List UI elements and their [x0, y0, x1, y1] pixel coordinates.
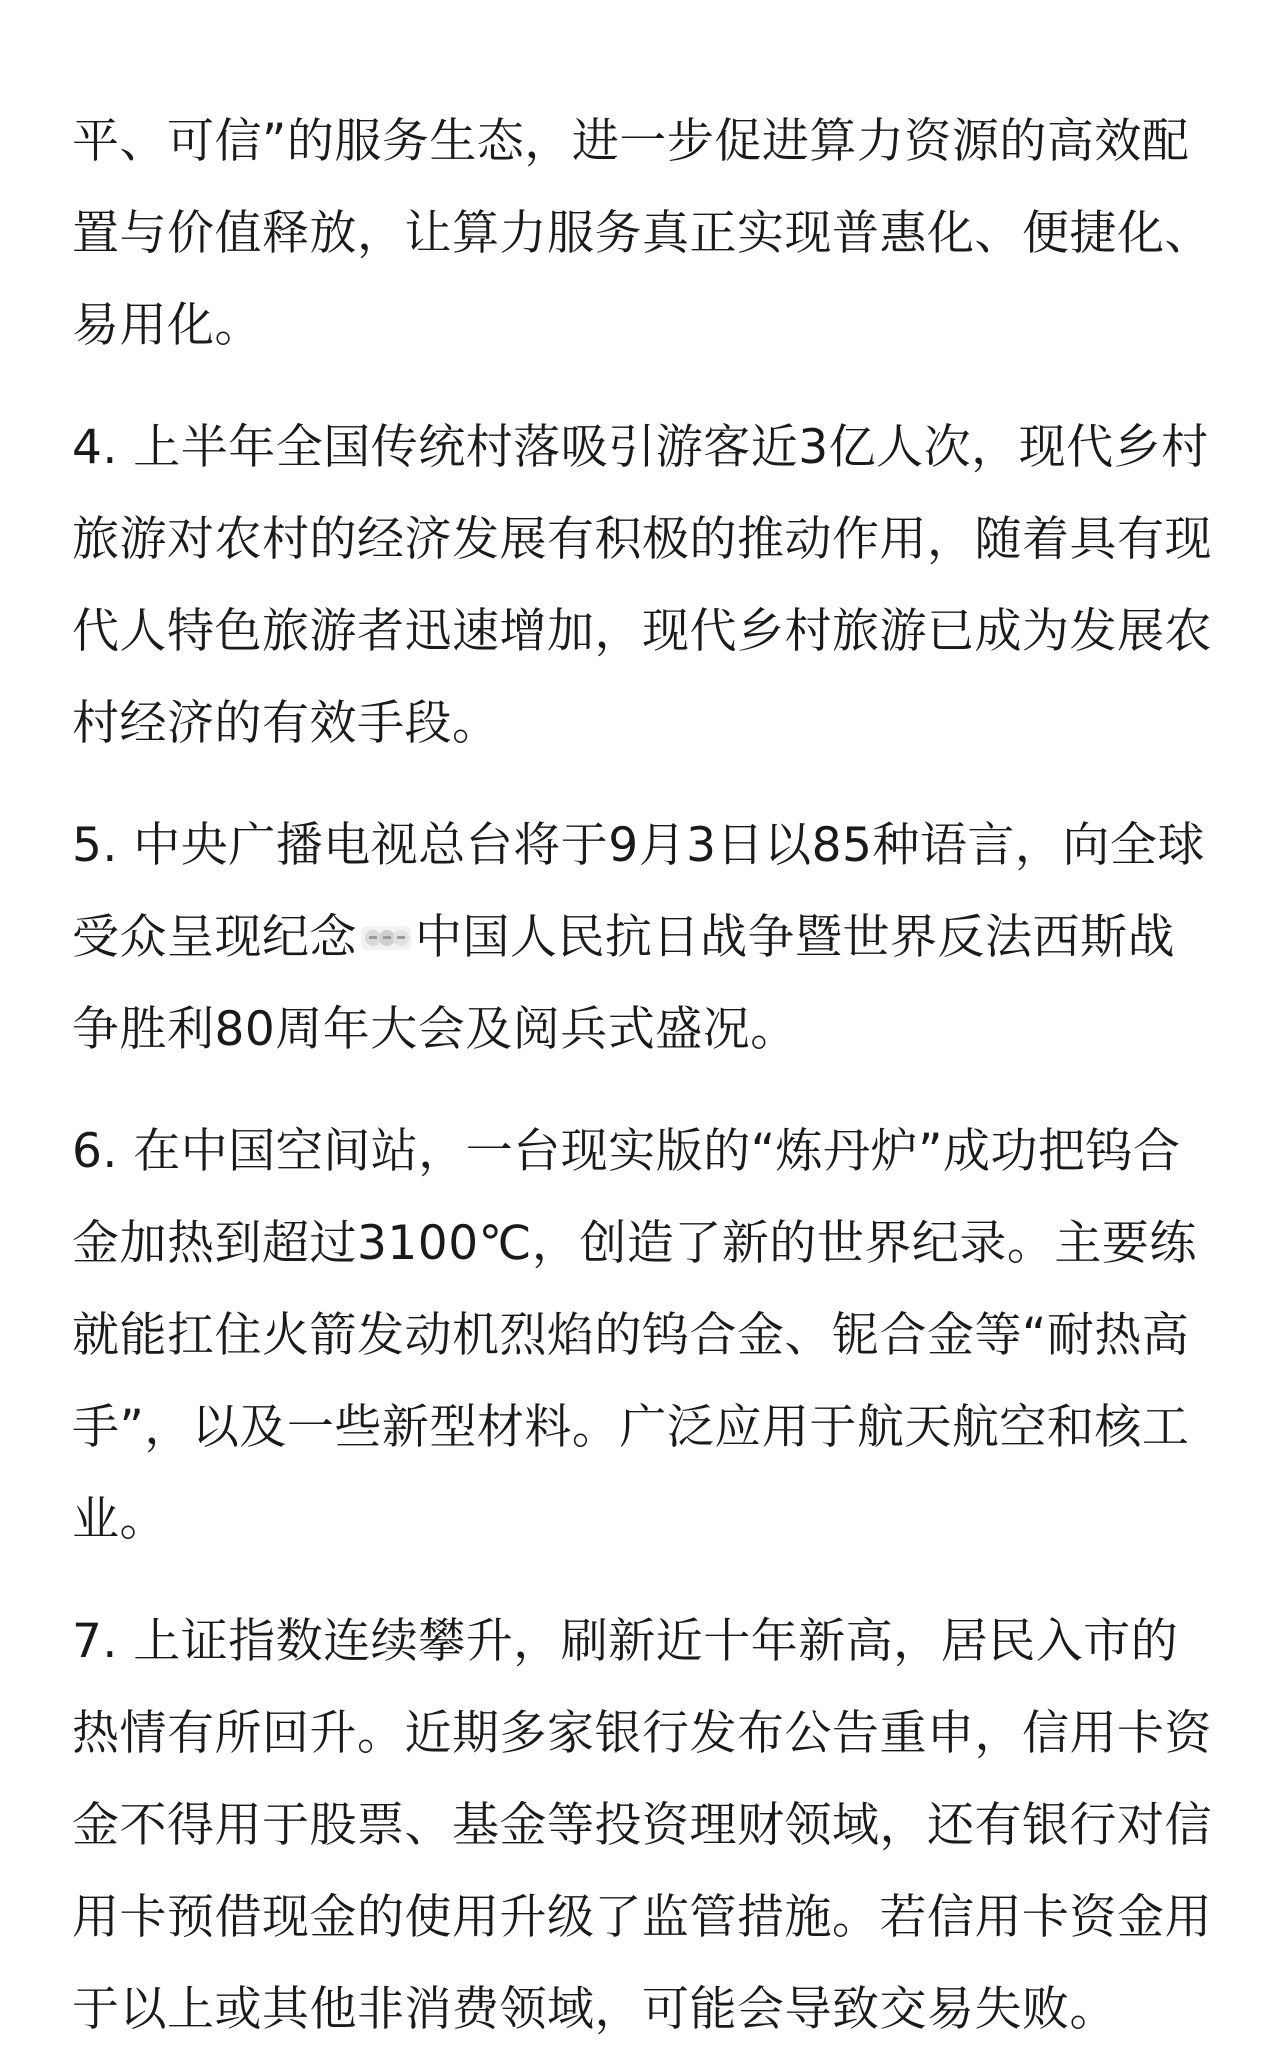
paragraph-intro-continued: 平、可信”的服务生态，进一步促进算力资源的高效配置与价值释放，让算力服务真正实现普惠化、便捷化、易用化。 — [72, 114, 1212, 353]
paragraph-item-5 — [72, 800, 1212, 1076]
paragraph-item-5-text-b: 中国人民抗日战争暨世界反法西斯战争胜利80周年大会及阅兵式盛况。 — [72, 910, 1175, 1057]
paragraph-item-5-text-a: 5. 中央广播电视总台将于9月3日以85种语言，向全球受众呈现纪念 — [72, 818, 1205, 965]
paragraph-item-7: 7. 上证指数连续攀升，刷新近十年新高，居民入市的热情有所回升。近期多家银行发布公告重申，信用卡资金不得用于股票、基金等投资理财领域，还有银行对信用卡预借现金的使用升级了监管措施。若信用卡资金用于以上或其他非消费领域，可能会导致交易失败。 — [72, 1614, 1212, 2037]
parade-emoji-icon — [359, 920, 413, 954]
paragraph-item-4: 4. 上半年全国传统村落吸引游客近3亿人次，现代乡村旅游对农村的经济发展有积极的推动作用，随着具有现代人特色旅游者迅速增加，现代乡村旅游已成为发展农村经济的有效手段。 — [72, 420, 1212, 751]
paragraph-item-6: 6. 在中国空间站，一台现实版的“炼丹炉”成功把钨合金加热到超过3100℃，创造了新的世界纪录。主要练就能扛住火箭发动机烈焰的钨合金、铌合金等“耐热高手”，以及一些新型材料。广泛应用于航天航空和核工业。 — [72, 1124, 1197, 1547]
article-body — [72, 96, 1212, 2056]
